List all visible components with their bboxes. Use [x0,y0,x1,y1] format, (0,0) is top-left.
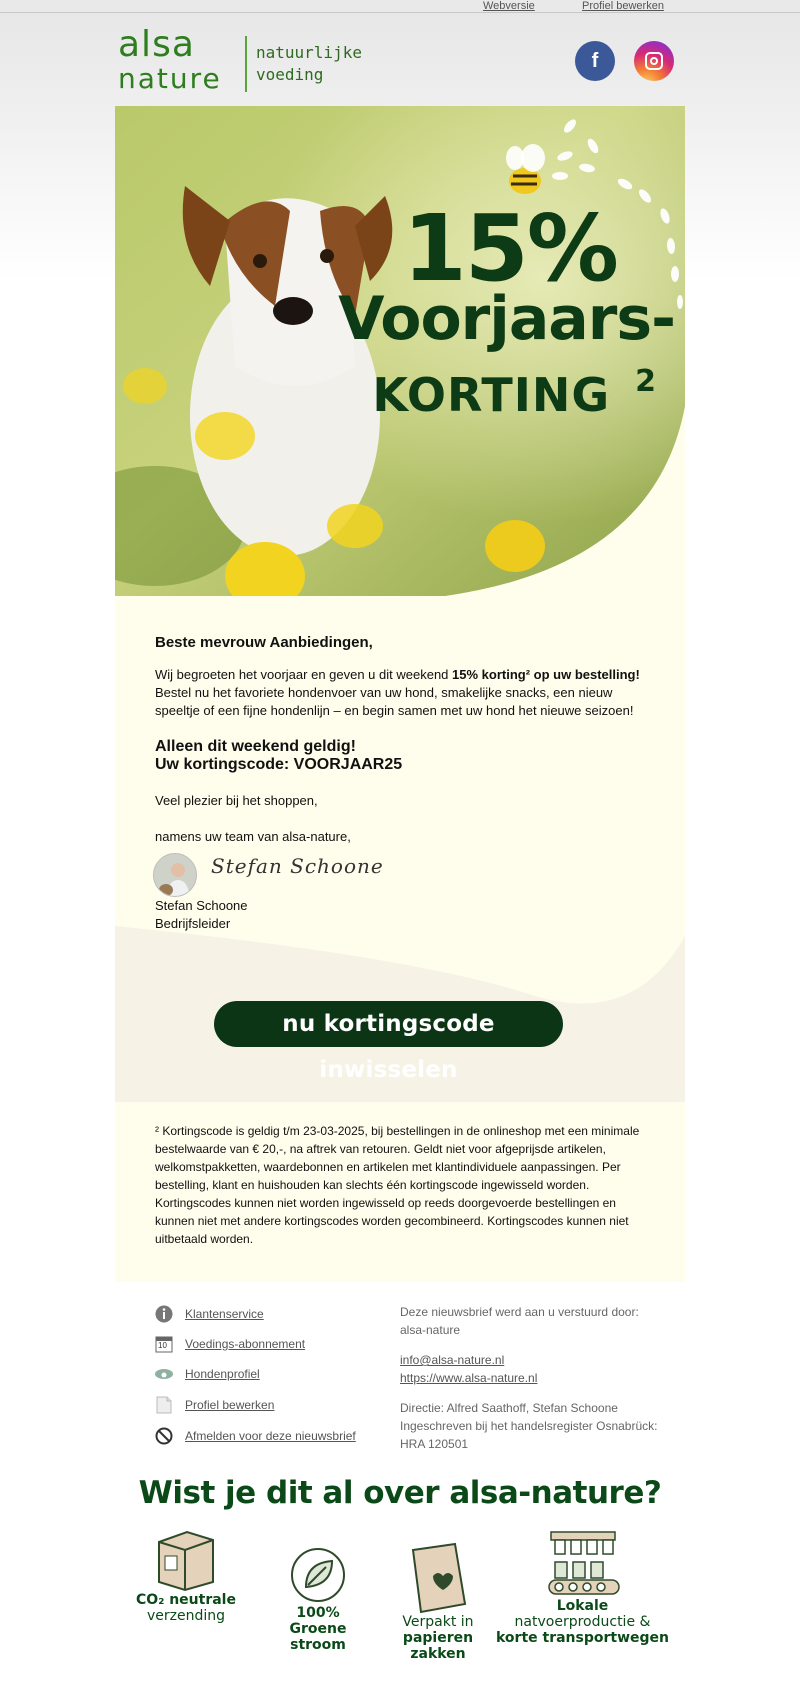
facebook-icon[interactable] [575,41,615,81]
discount-code: Uw kortingscode: VOORJAAR25 [155,756,403,773]
footer-link-label[interactable]: Profiel bewerken [185,1398,275,1412]
message-body [115,596,685,1282]
logo-separator [245,36,247,92]
wist-heading: Wist je dit al over alsa-nature? [138,1475,662,1511]
feature-label: Lokale [556,1598,609,1614]
info-line1: Deze nieuwsbrief werd aan u verstuurd door: [400,1305,639,1319]
feature-label: Verpakt in [402,1614,474,1630]
feature-co2 [126,1528,246,1624]
box-icon [151,1528,221,1592]
intro-start: Wij begroeten het voorjaar en geven u dit weekend [155,667,453,682]
intro-paragraph [155,666,655,720]
top-bar [0,0,800,13]
footer-link-hondenprofiel[interactable] [155,1365,395,1385]
redeem-code-button[interactable]: nu kortingscode inwisselen [214,1001,563,1047]
sender-name: Stefan Schoone [155,898,248,913]
camera-icon [645,52,663,70]
sender-info [400,1303,680,1453]
email-link[interactable]: info@alsa-nature.nl [400,1353,505,1367]
signature: Stefan Schoone [211,854,384,878]
feature-label: CO₂ neutrale [136,1592,236,1608]
feature-label: 100% [296,1605,340,1621]
hero-korting [372,352,657,425]
footer-link-profiel-bewerken[interactable] [155,1396,395,1416]
hero-banner[interactable] [115,106,685,596]
avatar-image [154,854,197,897]
logo-tagline [256,42,362,86]
footer-link-klantenservice[interactable] [155,1305,395,1325]
feature-label: zakken [410,1646,466,1662]
namens-text: namens uw team van alsa-nature, [155,829,351,844]
feature-groene-stroom [258,1545,378,1653]
paper-bag-icon [403,1540,473,1614]
hero-word: Voorjaars- [338,284,675,354]
footer-link-label[interactable]: Voedings-abonnement [185,1337,306,1351]
facebook-glyph: f [591,49,599,72]
greeting: Beste mevrouw Aanbiedingen, [155,634,373,651]
hero-footnote-mark: 2 [635,364,657,399]
instagram-icon[interactable] [634,41,674,81]
register: Ingeschreven bij het handelsregister Osnabrück: [400,1419,658,1433]
intro-bold: 15% korting² op uw bestelling! [452,667,640,682]
footer-link-voedings-abonnement[interactable] [155,1335,395,1355]
production-line-icon [543,1528,623,1598]
alsa-nature-logo[interactable] [118,24,368,95]
footer-link-label[interactable]: Hondenprofiel [185,1367,260,1381]
feature-label: verzending [146,1608,226,1624]
website-link[interactable]: https://www.alsa-nature.nl [400,1371,538,1385]
directie: Directie: Alfred Saathoff, Stefan Schoone [400,1401,618,1415]
hra: HRA 120501 [400,1437,469,1451]
feature-label: korte transportwegen [495,1630,669,1646]
bee-icon [506,144,545,194]
feature-papieren-zakken [378,1540,498,1662]
hero-korting-text: KORTING [372,368,611,422]
feature-label: stroom [290,1637,346,1653]
webversie-link[interactable]: Webversie [483,0,535,12]
intro-end: Bestel nu het favoriete hondenvoer van uw hond, smakelijke snacks, een nieuw speeltje of een fijne hondenlijn – en begin samen met uw hond het nieuwe seizoen! [155,685,634,718]
footer-link-label[interactable]: Klantenservice [185,1307,264,1321]
code-heading [155,738,402,774]
leaf-icon [288,1545,348,1605]
hero-percent: 15% [402,195,617,302]
sender-role: Bedrijfsleider [155,916,231,931]
unsubscribe-icon [155,1427,173,1445]
footer-link-afmelden[interactable] [155,1427,395,1447]
paw-icon [155,1365,173,1383]
feature-lokale-productie [495,1528,670,1646]
feature-label: Groene [289,1621,347,1637]
feature-label: papieren [402,1630,474,1646]
footnote: ² Kortingscode is geldig t/m 23-03-2025, bij bestellingen in de onlineshop met een minimale bestelwaarde van € 20,-, na aftrek van retouren. Geldt niet voor afgeprijsde artikelen, welkomstpakketten, waardebonnen en artikelen met klantindividuele aanpassingen. Per bestelling, klant en huishouden kan slechts één kortingscode ingewisseld worden. Kortingscodes kunnen niet worden ingewisseld op reeds doorgevoerde bestellingen en kunnen niet met andere kortingscodes worden gecombineerd. Kortingscodes kunnen niet uitbetaald worden. [155,1124,640,1246]
info-line2: alsa-nature [400,1323,461,1337]
info-icon [155,1305,173,1323]
document-icon [155,1396,173,1414]
profiel-bewerken-top-link[interactable]: Profiel bewerken [582,0,664,12]
calendar-number: 10 [158,1341,167,1350]
logo-brand-top: alsa [118,24,195,65]
alleen-weekend: Alleen dit weekend geldig! [155,738,356,755]
info-spacer [400,1339,680,1351]
logo-tagline-1: natuurlijke [256,43,362,62]
logo-tagline-2: voeding [256,65,324,84]
plezier-text: Veel plezier bij het shoppen, [155,793,318,808]
footer-link-label[interactable]: Afmelden voor deze nieuwsbrief [185,1429,356,1443]
avatar [153,853,197,897]
info-spacer-2 [400,1387,680,1399]
feature-label: natvoerproductie & [514,1614,651,1630]
logo-brand-bottom: nature [118,62,222,95]
